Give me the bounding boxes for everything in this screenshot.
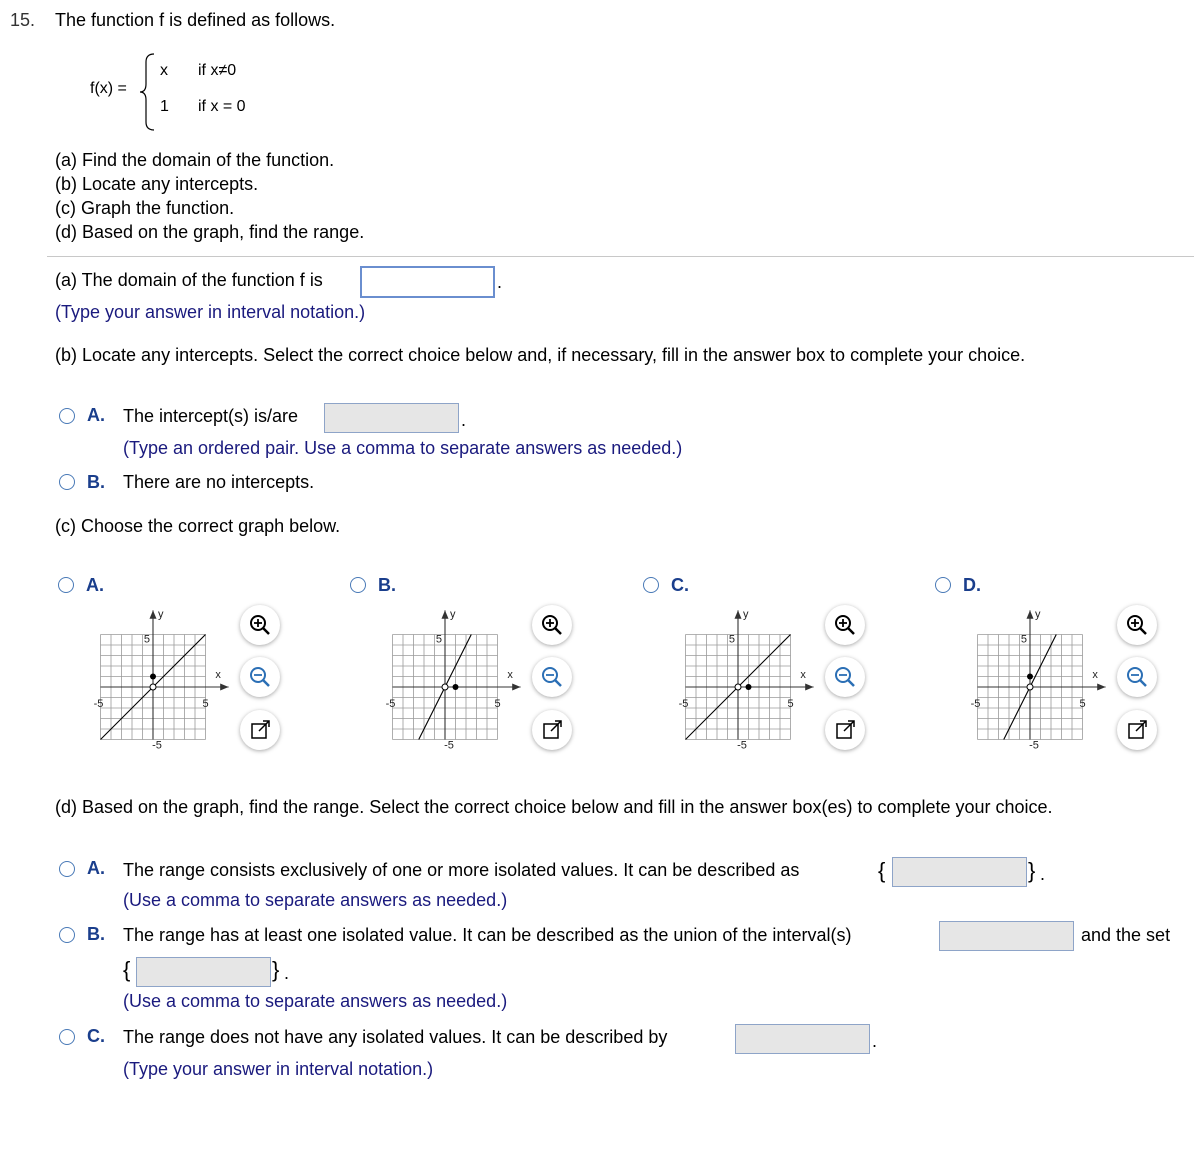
- part-b-option-b-letter: B.: [87, 472, 105, 492]
- x-axis-label: x: [507, 669, 513, 681]
- part-d-option-b-text2: and the set: [1081, 925, 1171, 945]
- case2-condition: if x = 0: [198, 98, 246, 115]
- graph-c-popout-icon[interactable]: [825, 710, 865, 750]
- graph-c-zoom-in-icon[interactable]: [825, 605, 865, 645]
- tick-label-left: -5: [385, 698, 396, 710]
- part-d-option-a-letter: A.: [87, 858, 105, 878]
- tick-label-right: 5: [1079, 698, 1086, 710]
- graph-option-c[interactable]: [678, 603, 833, 753]
- graph-d-zoom-in-icon[interactable]: [1117, 605, 1157, 645]
- tick-label-right: 5: [494, 698, 501, 710]
- part-d-a-period: .: [1040, 864, 1046, 884]
- x-axis-arrow: [1097, 684, 1105, 691]
- part-c-prompt: (c) Choose the correct graph below.: [55, 516, 341, 536]
- graph-option-a-radio[interactable]: [58, 577, 74, 593]
- x-axis-label: x: [1092, 669, 1098, 681]
- part-b-option-a-period: .: [461, 410, 467, 430]
- case1-expression: x: [160, 62, 168, 79]
- graph-b-popout-icon[interactable]: [532, 710, 572, 750]
- part-d-prompt: (d) Based on the graph, find the range. Select the correct choice below and fill in the answer box(es) to complete your choice.: [55, 797, 1053, 817]
- tick-label-left: -5: [678, 698, 689, 710]
- tick-label-bottom: -5: [737, 739, 747, 752]
- domain-input[interactable]: [360, 266, 495, 298]
- y-axis-arrow: [150, 610, 157, 618]
- task-d: (d) Based on the graph, find the range.: [55, 222, 365, 242]
- tick-label-bottom: -5: [152, 739, 162, 752]
- part-d-b-brace-close: }: [272, 957, 280, 982]
- closed-point: [150, 674, 156, 680]
- task-c: (c) Graph the function.: [55, 198, 235, 218]
- graph-c-zoom-out-icon[interactable]: [825, 657, 865, 697]
- y-axis-label: y: [743, 608, 749, 621]
- graph-option-c-radio[interactable]: [643, 577, 659, 593]
- tick-label-bottom: -5: [1029, 739, 1039, 752]
- part-a-prompt: (a) The domain of the function f is: [55, 270, 323, 290]
- piecewise-brace: [140, 52, 160, 132]
- part-b-option-a-letter: A.: [87, 405, 105, 425]
- open-point: [150, 684, 156, 690]
- part-d-b-brace-open: {: [123, 957, 131, 982]
- function-name: f(x) =: [90, 80, 127, 97]
- tick-label-top: 5: [728, 633, 735, 646]
- part-b-option-a-radio[interactable]: [59, 408, 75, 424]
- tick-label-top: 5: [435, 633, 442, 646]
- intercepts-input[interactable]: [324, 403, 459, 433]
- range-isolated-input[interactable]: [892, 857, 1027, 887]
- tick-label-bottom: -5: [444, 739, 454, 752]
- problem-number: 15.: [10, 10, 36, 30]
- x-axis-arrow: [805, 684, 813, 691]
- part-d-option-b-radio[interactable]: [59, 927, 75, 943]
- open-point: [1027, 684, 1033, 690]
- case2-expression: 1: [160, 98, 169, 115]
- problem-statement: The function f is defined as follows.: [55, 10, 336, 30]
- part-d-option-a-radio[interactable]: [59, 861, 75, 877]
- tick-label-top: 5: [143, 633, 150, 646]
- graph-d-popout-icon[interactable]: [1117, 710, 1157, 750]
- graph-b-zoom-in-icon[interactable]: [532, 605, 572, 645]
- graph-b-zoom-out-icon[interactable]: [532, 657, 572, 697]
- part-d-option-b-hint: (Use a comma to separate answers as needed.): [123, 991, 508, 1011]
- tick-label-top: 5: [1020, 633, 1027, 646]
- part-d-option-a-text: The range consists exclusively of one or more isolated values. It can be described as: [123, 860, 800, 880]
- part-d-option-c-hint: (Type your answer in interval notation.): [123, 1059, 434, 1079]
- part-d-option-a-hint: (Use a comma to separate answers as needed.): [123, 890, 508, 910]
- task-b: (b) Locate any intercepts.: [55, 174, 259, 194]
- part-d-a-brace-open: {: [878, 858, 886, 883]
- part-d-option-c-period: .: [872, 1031, 878, 1051]
- x-axis-arrow: [220, 684, 228, 691]
- graph-option-a-letter: A.: [86, 575, 104, 595]
- graph-option-d-letter: D.: [963, 575, 981, 595]
- closed-point: [1027, 674, 1033, 680]
- y-axis-arrow: [442, 610, 449, 618]
- y-axis-label: y: [450, 608, 456, 621]
- range-interval-c-input[interactable]: [735, 1024, 870, 1054]
- open-point: [735, 684, 741, 690]
- part-d-option-b-text: The range has at least one isolated value. It can be described as the union of the interval(s): [123, 925, 852, 945]
- graph-option-d[interactable]: [970, 603, 1125, 753]
- part-d-option-b-letter: B.: [87, 924, 105, 944]
- graph-a-zoom-in-icon[interactable]: [240, 605, 280, 645]
- graph-option-b-letter: B.: [378, 575, 396, 595]
- part-a-period: .: [497, 272, 503, 292]
- part-b-option-b-text: There are no intercepts.: [123, 472, 315, 492]
- graph-option-c-letter: C.: [671, 575, 689, 595]
- part-d-a-brace-close: }: [1028, 858, 1036, 883]
- graph-option-b[interactable]: [385, 603, 540, 753]
- tick-label-right: 5: [202, 698, 209, 710]
- case1-condition: if x≠0: [198, 62, 237, 79]
- tick-label-left: -5: [93, 698, 104, 710]
- part-d-option-c-text: The range does not have any isolated values. It can be described by: [123, 1027, 668, 1047]
- task-a: (a) Find the domain of the function.: [55, 150, 335, 170]
- x-axis-label: x: [215, 669, 221, 681]
- graph-option-b-radio[interactable]: [350, 577, 366, 593]
- graph-option-d-radio[interactable]: [935, 577, 951, 593]
- tick-label-right: 5: [787, 698, 794, 710]
- graph-a-zoom-out-icon[interactable]: [240, 657, 280, 697]
- tick-label-left: -5: [970, 698, 981, 710]
- graph-a-popout-icon[interactable]: [240, 710, 280, 750]
- y-axis-label: y: [1035, 608, 1041, 621]
- x-axis-arrow: [512, 684, 520, 691]
- x-axis-label: x: [800, 669, 806, 681]
- part-b-option-a-hint: (Type an ordered pair. Use a comma to separate answers as needed.): [123, 438, 683, 458]
- closed-point: [746, 684, 752, 690]
- part-d-option-c-radio[interactable]: [59, 1029, 75, 1045]
- part-a-hint: (Type your answer in interval notation.): [55, 302, 366, 322]
- y-axis-arrow: [1027, 610, 1034, 618]
- part-b-option-b-radio[interactable]: [59, 474, 75, 490]
- range-set-input[interactable]: [136, 957, 271, 987]
- part-d-option-c-letter: C.: [87, 1026, 105, 1046]
- y-axis-arrow: [735, 610, 742, 618]
- closed-point: [453, 684, 459, 690]
- part-b-prompt: (b) Locate any intercepts. Select the correct choice below and, if necessary, fill in the answer box to complete your choice.: [55, 345, 1026, 365]
- part-d-b-period: .: [284, 963, 290, 983]
- graph-d-zoom-out-icon[interactable]: [1117, 657, 1157, 697]
- graph-option-a[interactable]: [93, 603, 248, 753]
- range-interval-input[interactable]: [939, 921, 1074, 951]
- open-point: [442, 684, 448, 690]
- part-b-option-a-text: The intercept(s) is/are: [123, 406, 299, 426]
- y-axis-label: y: [158, 608, 164, 621]
- divider: [47, 256, 1194, 257]
